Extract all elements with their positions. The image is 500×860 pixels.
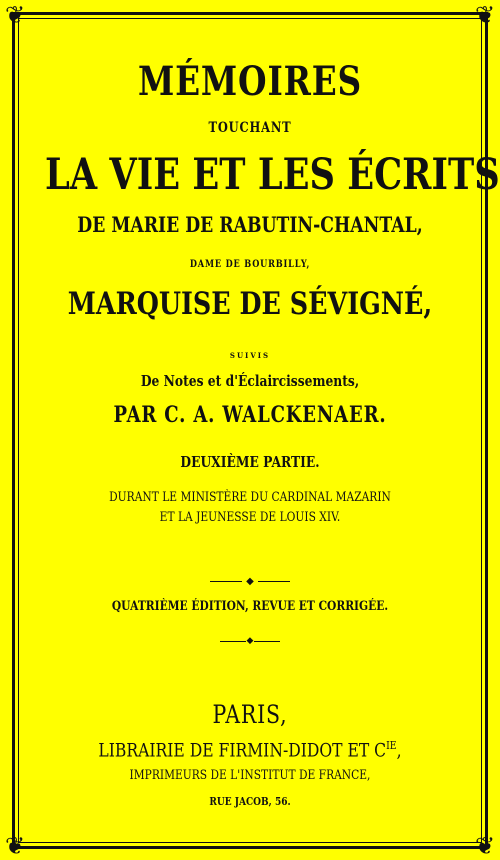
publisher-name: LIBRAIRIE DE FIRMIN-DIDOT ET $C^{IE}$, [98,738,402,762]
printer-line: IMPRIMEURS DE L'INSTITUT DE FRANCE, [129,768,371,783]
author-line: PAR C. A. WALCKENAER. [113,402,387,428]
subject-marquise: MARQUISE DE SÉVIGNÉ, [67,286,433,322]
edition-line: QUATRIÈME ÉDITION, REVUE ET CORRIGÉE. [111,599,389,614]
divider-rule [254,641,280,642]
notes-line: De Notes et d'Éclaircissements, [140,372,360,390]
corner-ornament-icon: ❦ [4,832,26,860]
corner-ornament-icon: ❦ [474,832,496,860]
divider-ornament-icon: ◆ [246,576,254,587]
suivis-label: SUIVIS [229,351,271,360]
part-name: DEUXIÈME PARTIE. [180,453,320,471]
corner-ornament-icon: ❦ [4,1,26,29]
divider-rule [220,641,246,642]
divider-rule [258,581,290,582]
part-description-1: DURANT LE MINISTÈRE DU CARDINAL MAZARIN [109,490,391,505]
corner-ornament-icon: ❦ [474,1,496,29]
publisher-address: RUE JACOB, 56. [209,795,291,808]
main-title: MÉMOIRES [137,58,363,105]
title-connector: TOUCHANT [208,120,292,136]
divider-ornament-icon: ◆ [246,636,254,646]
title-subject: LA VIE ET LES ÉCRITS [45,150,500,200]
divider-rule [210,581,242,582]
subject-title: DAME DE BOURBILLY, [189,259,311,270]
part-description-2: ET LA JEUNESSE DE LOUIS XIV. [159,510,341,525]
subject-name: DE MARIE DE RABUTIN-CHANTAL, [77,212,423,237]
publisher-city: PARIS, [212,700,288,729]
